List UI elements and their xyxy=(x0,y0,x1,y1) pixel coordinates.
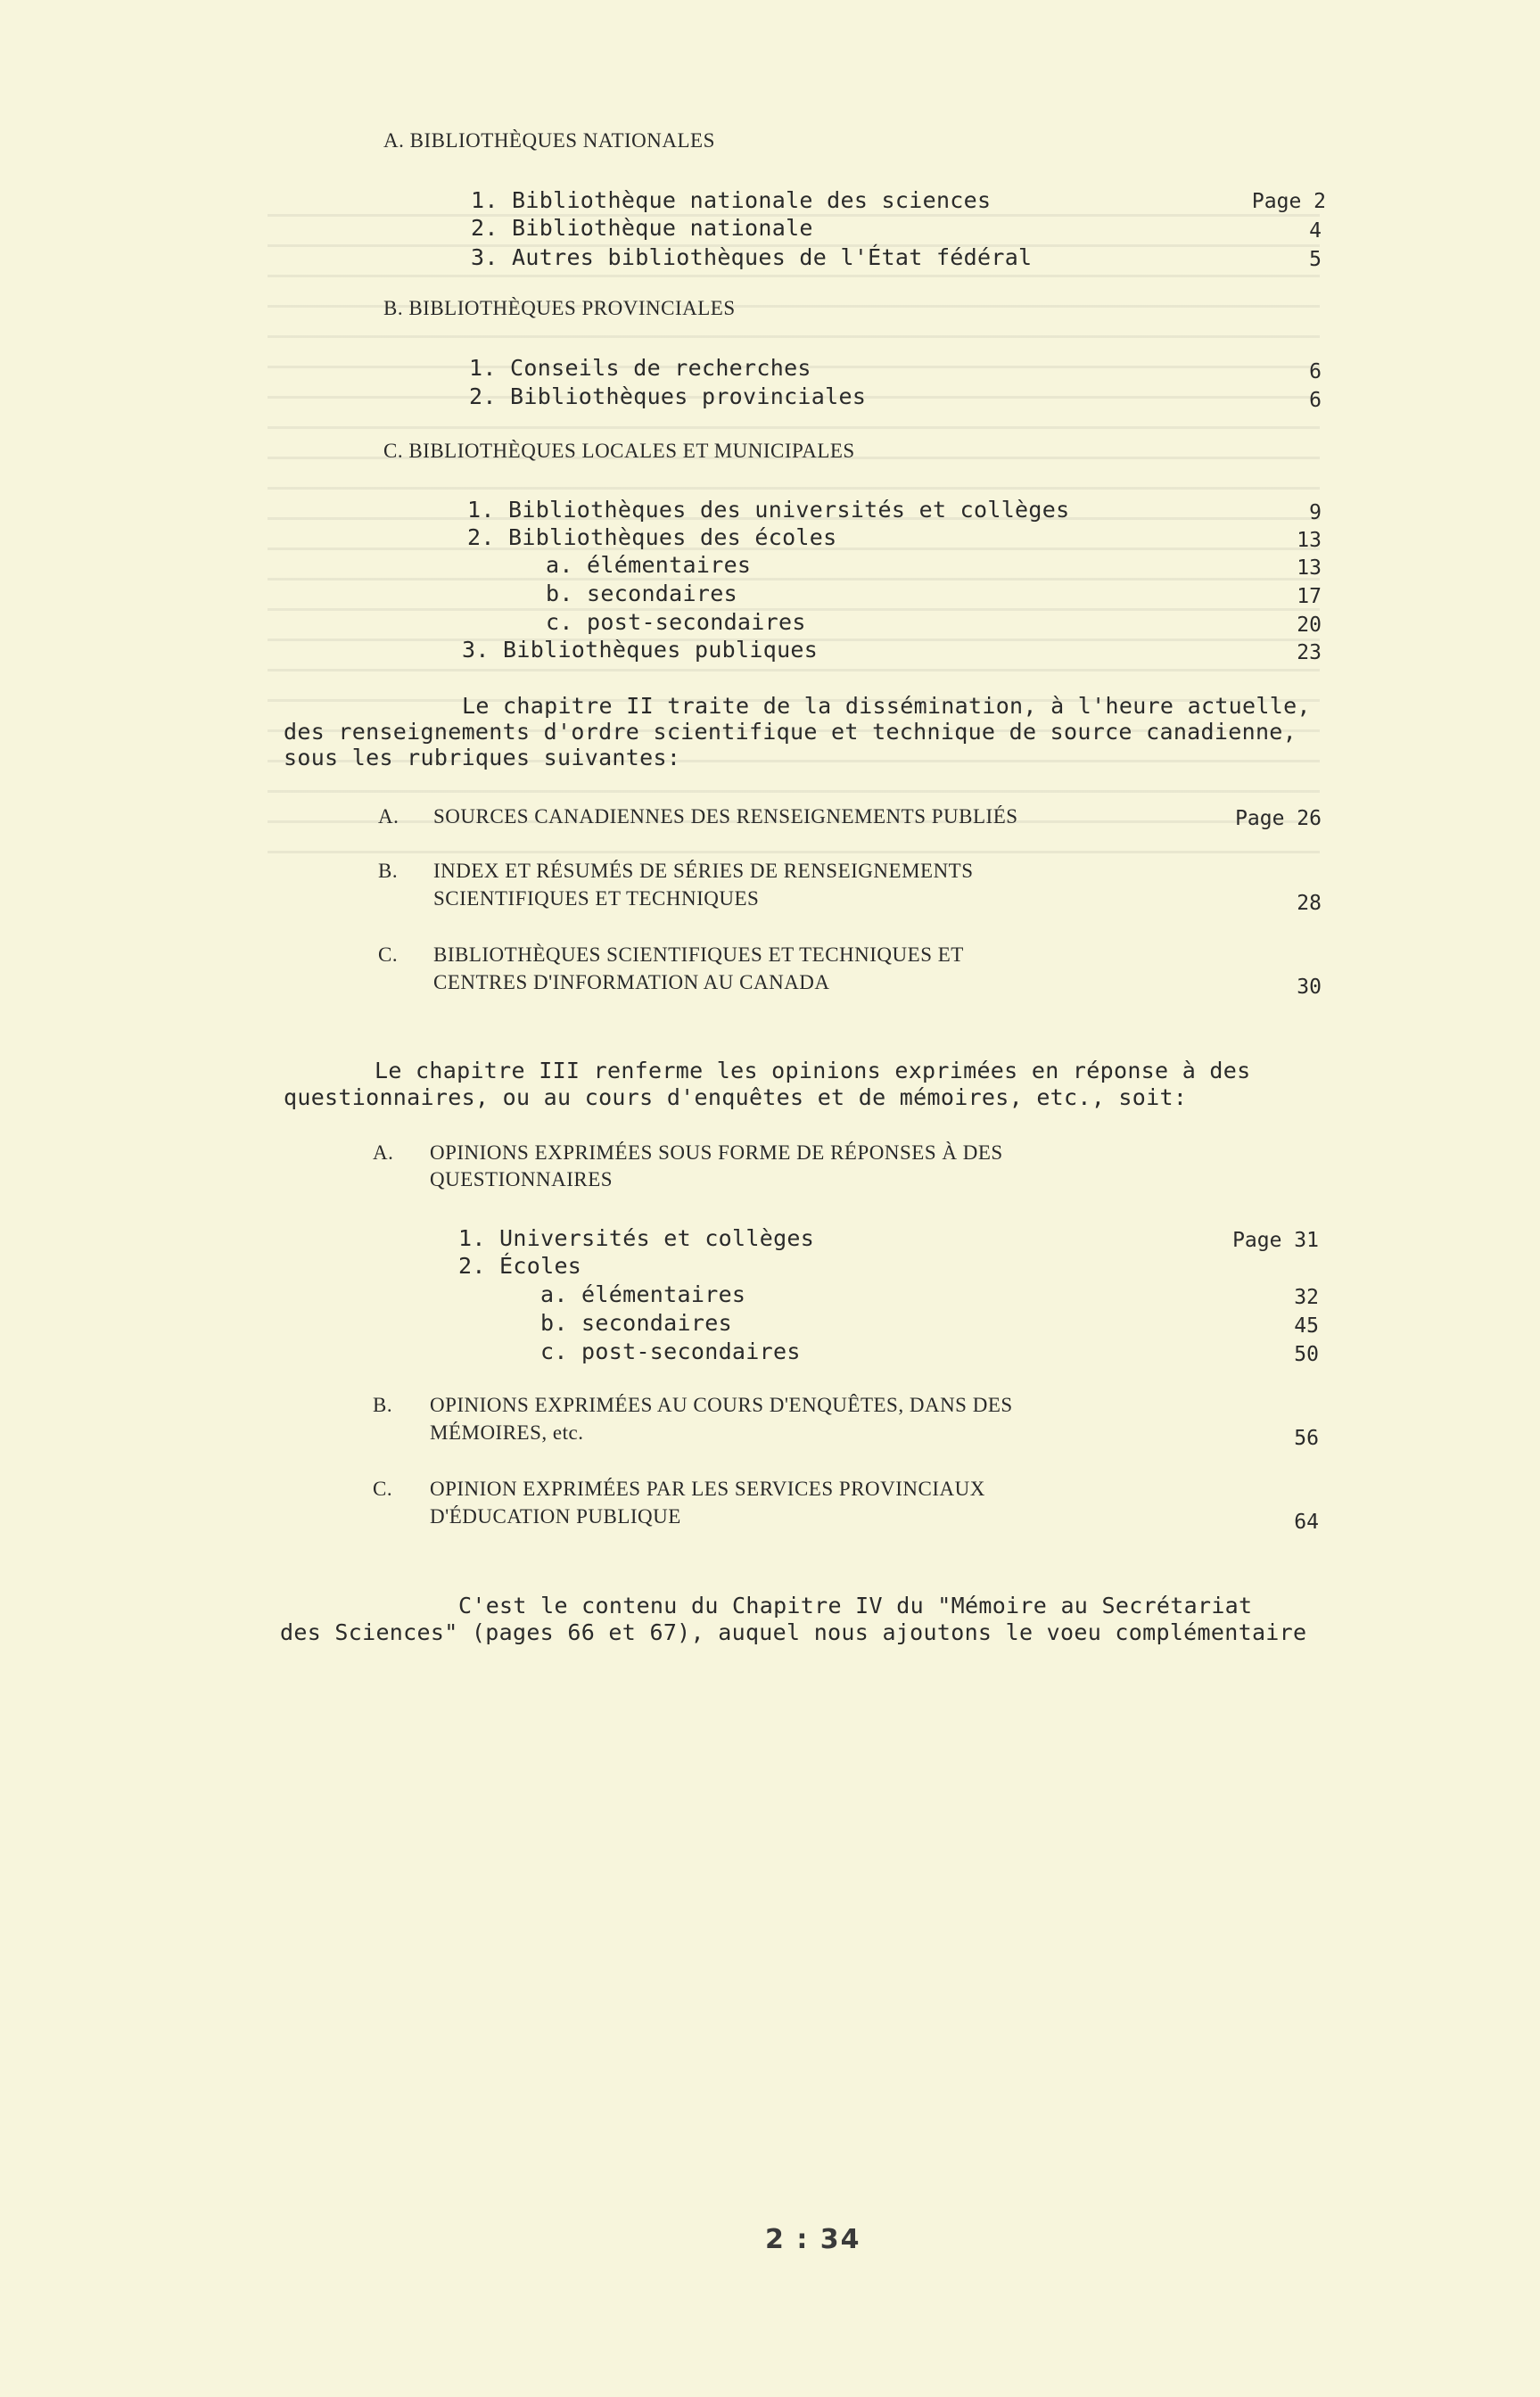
toc-item: 1. Bibliothèque nationale des sciences xyxy=(471,187,992,213)
toc-item: 3. Autres bibliothèques de l'État fédéral xyxy=(471,244,1033,270)
toc-subitem: c. post-secondaires xyxy=(540,1339,801,1364)
toc-page: 56 xyxy=(1294,1427,1319,1450)
paragraph-line: Le chapitre II traite de la dissémination, à l'heure actuelle, xyxy=(462,693,1311,719)
section-b-heading: B. BIBLIOTHÈQUES PROVINCIALES xyxy=(383,297,736,319)
chapter2-item-title: SCIENTIFIQUES ET TECHNIQUES xyxy=(433,887,760,910)
toc-page: 6 xyxy=(1309,389,1322,412)
toc-subitem: b. secondaires xyxy=(546,581,737,606)
paragraph-line: sous les rubriques suivantes: xyxy=(284,745,681,770)
chapter2-item-title: INDEX ET RÉSUMÉS DE SÉRIES DE RENSEIGNEMENTS xyxy=(433,860,974,882)
chapter3-item-title: D'ÉDUCATION PUBLIQUE xyxy=(430,1505,681,1528)
toc-page: 23 xyxy=(1297,641,1322,664)
toc-subitem: a. élémentaires xyxy=(540,1281,746,1307)
toc-item: 2. Écoles xyxy=(458,1253,582,1279)
chapter2-item-letter: B. xyxy=(378,860,399,882)
section-a-heading: A. BIBLIOTHÈQUES NATIONALES xyxy=(383,129,715,152)
toc-item: 1. Bibliothèques des universités et collèges xyxy=(467,497,1070,523)
chapter2-item-title: BIBLIOTHÈQUES SCIENTIFIQUES ET TECHNIQUES ET xyxy=(433,943,964,966)
toc-item: 2. Bibliothèque nationale xyxy=(471,215,813,241)
chapter3-item-letter: C. xyxy=(373,1478,393,1500)
toc-subitem: b. secondaires xyxy=(540,1310,732,1336)
chapter3-item-title: MÉMOIRES, etc. xyxy=(430,1421,584,1444)
chapter3-item-letter: A. xyxy=(373,1141,394,1164)
toc-page: 9 xyxy=(1309,501,1322,524)
toc-subitem: a. élémentaires xyxy=(546,552,752,578)
toc-page: Page 26 xyxy=(1235,807,1322,830)
toc-page: 50 xyxy=(1294,1343,1319,1366)
toc-page: 5 xyxy=(1309,248,1322,271)
chapter3-item-title: OPINIONS EXPRIMÉES AU COURS D'ENQUÊTES, DANS DES xyxy=(430,1394,1013,1416)
toc-page: 30 xyxy=(1297,976,1322,999)
chapter3-item-title: OPINION EXPRIMÉES PAR LES SERVICES PROVINCIAUX xyxy=(430,1478,985,1500)
toc-page: 20 xyxy=(1297,614,1322,637)
toc-page: 64 xyxy=(1294,1511,1319,1534)
section-c-heading: C. BIBLIOTHÈQUES LOCALES ET MUNICIPALES xyxy=(383,440,855,462)
toc-page: 6 xyxy=(1309,360,1322,383)
toc-page: 13 xyxy=(1297,529,1322,552)
chapter2-item-letter: C. xyxy=(378,943,399,966)
toc-page: Page 31 xyxy=(1232,1229,1319,1252)
chapter2-item-title: CENTRES D'INFORMATION AU CANADA xyxy=(433,971,830,993)
paragraph-line: C'est le contenu du Chapitre IV du "Mémoire au Secrétariat xyxy=(458,1593,1253,1619)
paragraph-line: des Sciences" (pages 66 et 67), auquel nous ajoutons le voeu complémentaire xyxy=(280,1619,1307,1645)
toc-page: Page 2 xyxy=(1251,190,1326,213)
chapter3-item-title: OPINIONS EXPRIMÉES SOUS FORME DE RÉPONSES À DES xyxy=(430,1141,1003,1164)
chapter2-item-title: SOURCES CANADIENNES DES RENSEIGNEMENTS PUBLIÉS xyxy=(433,805,1018,828)
toc-item: 1. Conseils de recherches xyxy=(469,355,811,381)
chapter3-item-title: QUESTIONNAIRES xyxy=(430,1168,614,1190)
toc-page: 28 xyxy=(1297,892,1322,915)
toc-page: 13 xyxy=(1297,556,1322,580)
toc-item: 2. Bibliothèques provinciales xyxy=(469,383,867,409)
chapter2-item-letter: A. xyxy=(378,805,399,828)
toc-page: 17 xyxy=(1297,585,1322,608)
paragraph-line: questionnaires, ou au cours d'enquêtes et de mémoires, etc., soit: xyxy=(284,1084,1188,1110)
chapter3-item-letter: B. xyxy=(373,1394,393,1416)
toc-item: 1. Universités et collèges xyxy=(458,1225,815,1251)
toc-page: 45 xyxy=(1294,1314,1319,1338)
toc-page: 4 xyxy=(1309,219,1322,243)
page-number: 2 : 34 xyxy=(765,2224,861,2255)
toc-item: 2. Bibliothèques des écoles xyxy=(467,524,837,550)
toc-item: 3. Bibliothèques publiques xyxy=(462,637,819,663)
toc-page: 32 xyxy=(1294,1286,1319,1309)
paragraph-line: des renseignements d'ordre scientifique et technique de source canadienne, xyxy=(284,719,1297,745)
paragraph-line: Le chapitre III renferme les opinions exprimées en réponse à des xyxy=(375,1058,1251,1083)
toc-subitem: c. post-secondaires xyxy=(546,609,806,635)
